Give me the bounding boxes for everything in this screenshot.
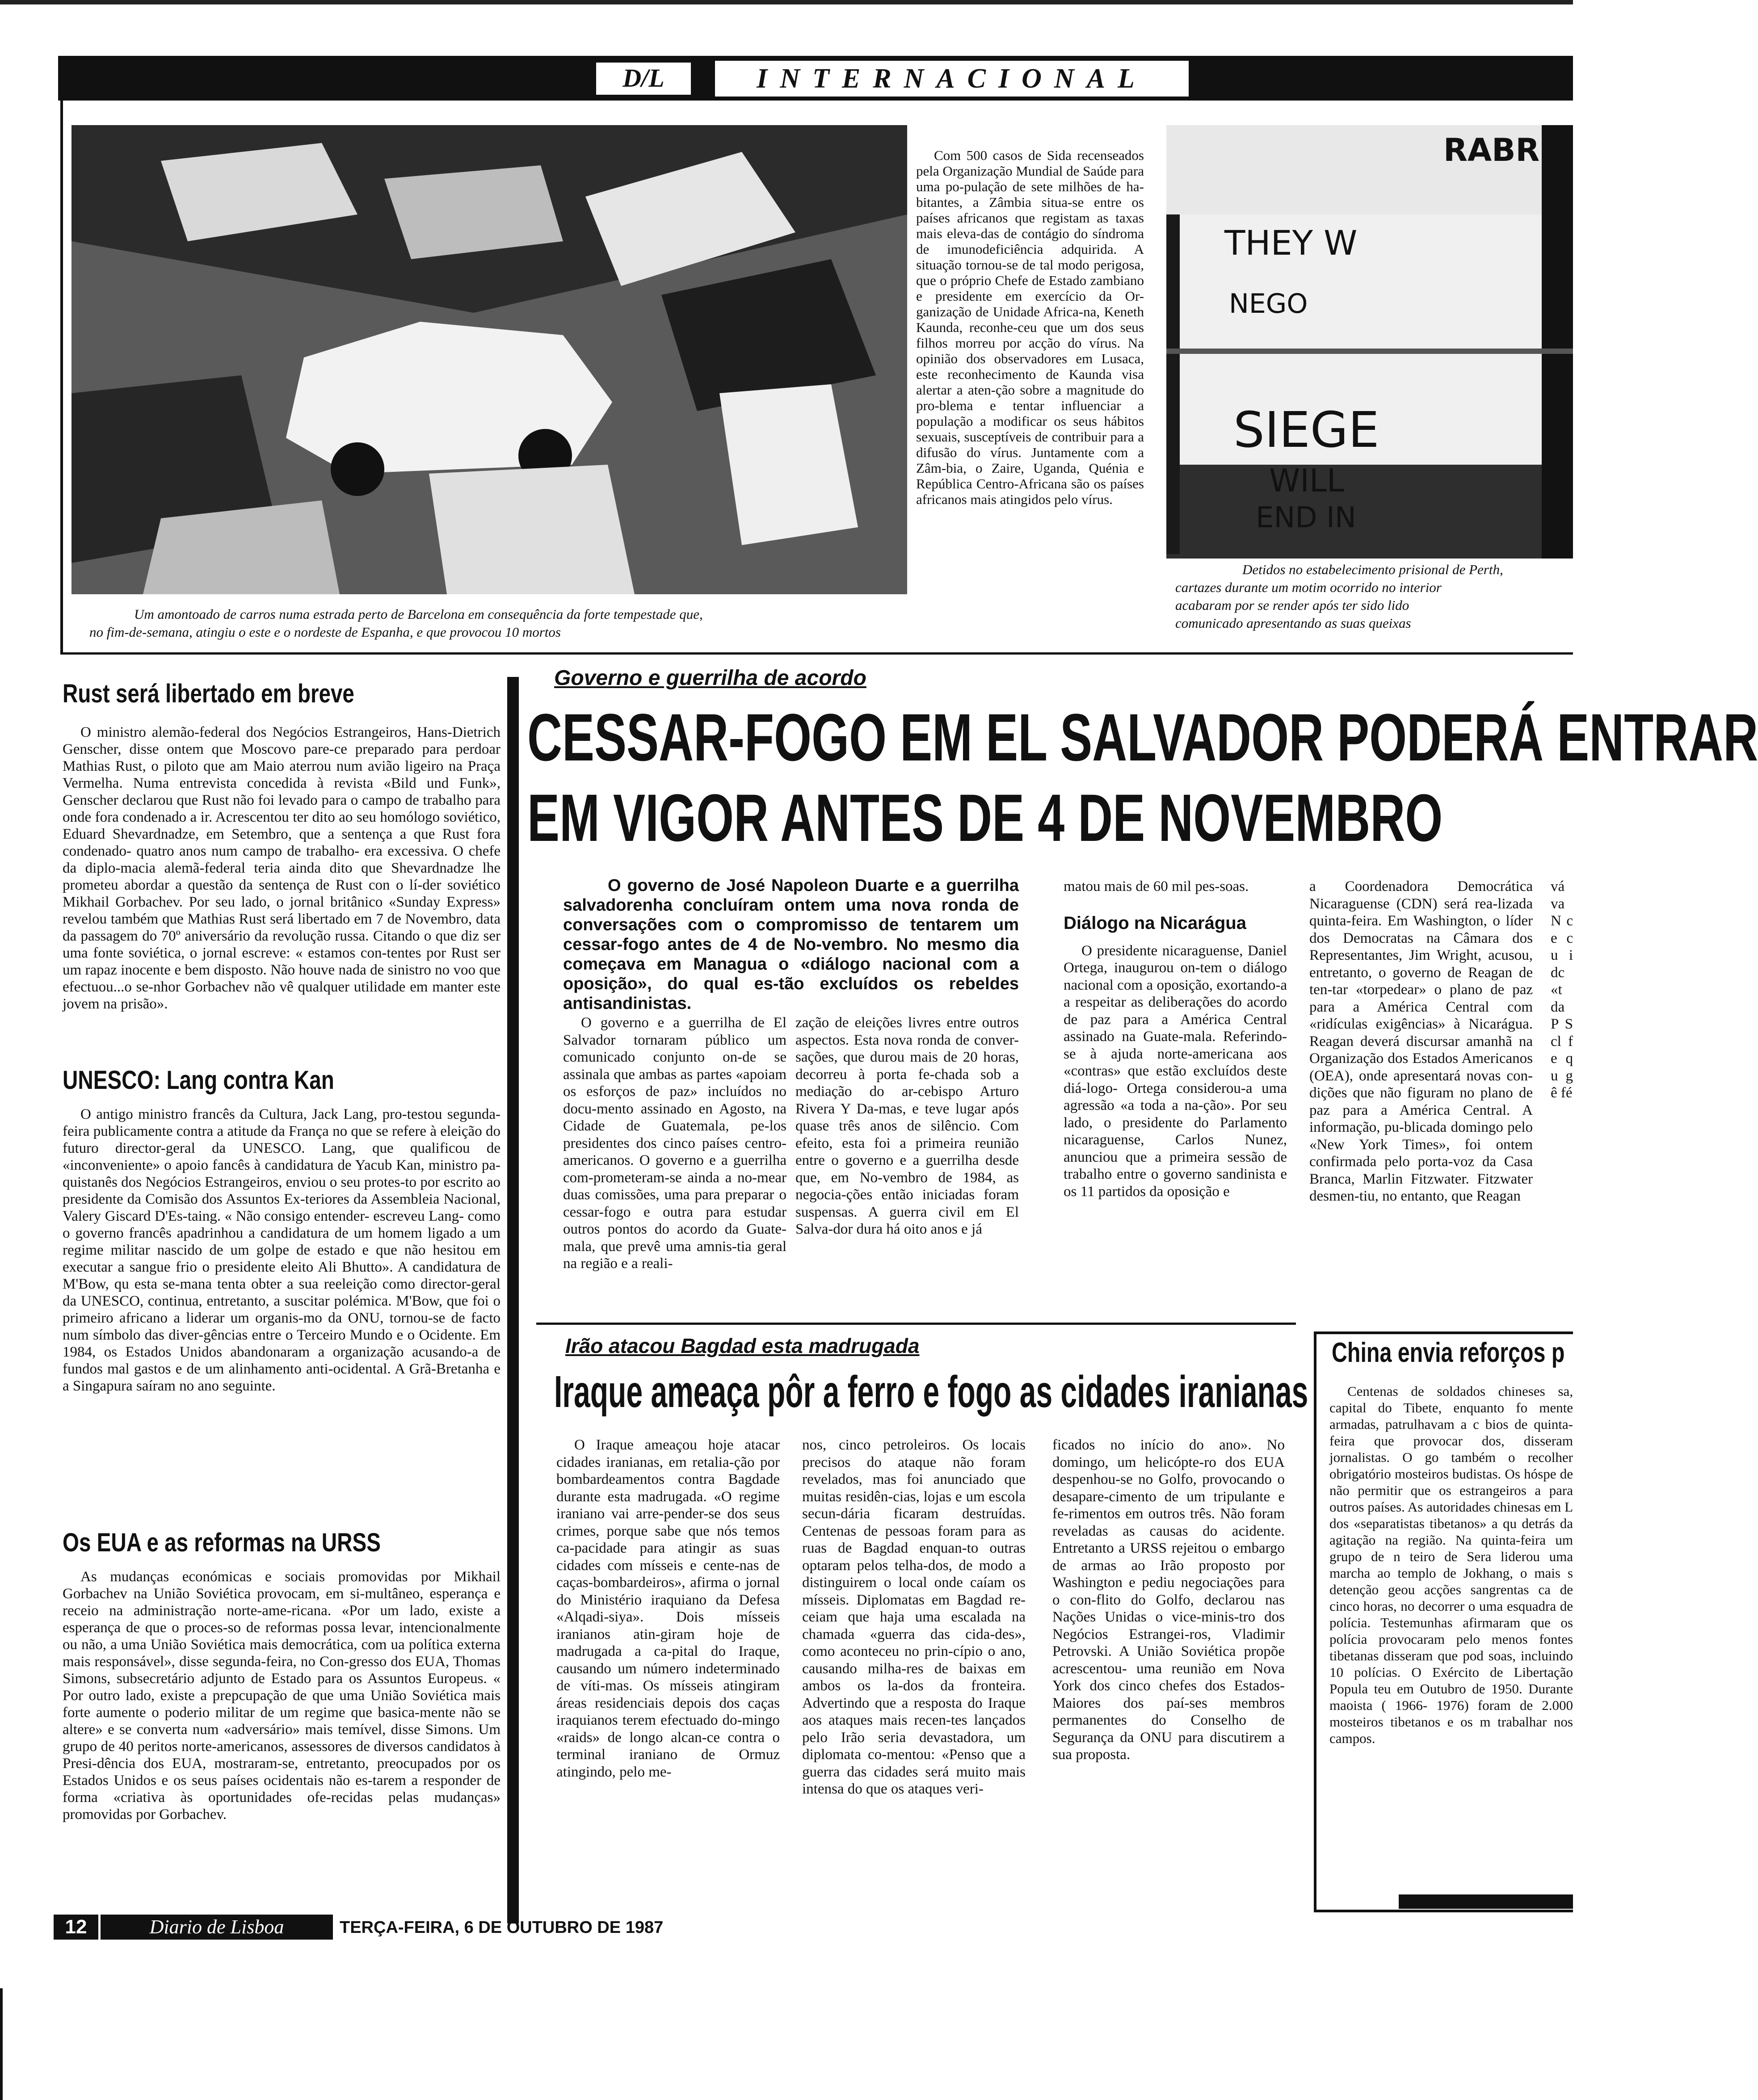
unesco-article <box>63 1106 500 1394</box>
china-bottom-bar <box>1399 1894 1573 1909</box>
eua-text: As mudanças económicas e sociais promovidas por Mikhail Gorbachev na União Soviética provocam, em si-multâneo, esperança e receio na administração norte-ame-ricana. «Por um lado, existe a esperança de que o proces-so de reformas possa levar, intencionalmente ou não, a uma União Soviética mais democrática, com ua política externa mais responsável», disse segunda-feira, no Con-gresso dos EUA, Thomas Simons, subsecretário adjunto de Estado para os Assuntos Europeus. « Por outro lado, existe a prepcupação de que uma União Soviética mais forte aumente o poderio militar de um regime que basica-mente não se altere» e se converta num «adversário» mais temível, disse Simons. Um grupo de 40 peritos norte-americanos, assessores de diversos candidatos à Presi-dência dos EUA, mostraram-se, entretanto, preocupados por os Estados Unidos e os seus países ocidentais não es-tarem a responder de forma «criativa às oportunidades ofe-recidas pelas mudanças» promovidas por Gorbachev. <box>63 1569 500 1823</box>
salvador-lede: O governo de José Napoleon Duarte e a guerrilha salvadorenha concluíram ontem uma nova ronda de conversações com o compromisso de tentarem um cessar-fogo antes de 4 de No-vembro. No mesmo dia começava em Managua o «diálogo nacional com a oposição», do qual es-tão excluídos os rebeldes antisandinistas. <box>563 876 1019 1013</box>
top-rule <box>0 0 1573 4</box>
salvador-col3b-text: O presidente nicaraguense, Daniel Ortega, inaugurou on-tem o diálogo nacional com a oposição, exortando-a a respeitar as deliberações do acordo de paz para a América Central assinado na Guate-mala. Referindo-se à ajuda norte-americana aos «contras» que estão excluídos deste diá-logo- Ortega considerou-a uma agressão «a toda a na-ção». Por seu lado, o presidente do Parlamento nicaraguense, Carlos Nunez, anunciou que a primeira sessão de trabalho entre o governo sandinista e os 11 partidos da oposição e <box>1064 942 1287 1200</box>
salvador-col4-text: a Coordenadora Democrática Nicaraguense (CDN) será rea-lizada quinta-feira. Em Washington, o líder dos Democratas na Câmara dos Representantes, Jim Wright, acusou, entretanto, o governo de Reagan de ten-tar «torpedear» o plano de paz para a América Central com «ridículas exigências» à Nicarágua. Reagan deverá discursar amanhã na Organização dos Estados Americanos (OEA), onde apresentará novas con-dições que não figuram no plano de paz para a América Central. A informação, pu-blicada domingo pelo «New York Times», foi ontem confirmada pelo porta-voz da Casa Branca, Marlin Fitzwater. Fitzwater desmen-tiu, no entanto, que Reagan <box>1309 878 1533 1204</box>
iraque-kicker: Irão atacou Bagdad esta madrugada <box>565 1334 920 1357</box>
unesco-text: O antigo ministro francês da Cultura, Jack Lang, pro-testou segunda-feira publicamente contra a atitude da França no que se refere à eleição do futuro director-geral da UNESCO. Lang, que qualificou de «inconveniente» o apoio fancês à candidatura de Yacub Kan, ministro pa-quistanês dos Negócios Estrangeiros, enviou o seu protes-to por escrito ao presidente da Comisão dos Assuntos Ex-teriores da Assembleia Nacional, Valery Giscard D'Es-taing. « Não consigo entender- escreveu Lang- como o governo francês apadrinhou a candidatura de um homem ligado a um regime militar nascido de um golpe de estado e que não hesitou em executar a sangue frio o presidente eleito Ali Bhutto». A candidatura de M'Bow, qu esta se-mana tenta obter a sua reeleição como director-geral da UNESCO, continua, entretanto, a suscitar polémica. M'Bow, que foi o primeiro africano a liderar um organis-mo da ONU, tornou-se de facto num símbolo das diver-gências entre o Terceiro Mundo e o Ocidente. Em 1984, os Estados Unidos abandonaram a organização acusando-a de fundos mal gastos e de um alinhamento anti-ocidental. A Grã-Bretanha e a Singapura saíram no ano seguinte. <box>63 1106 500 1394</box>
photo-left-caption-1: Um amontoado de carros numa estrada perto de Barcelona em consequência da forte tempestade que, <box>134 606 703 622</box>
section-title: INTERNACIONAL <box>715 61 1189 97</box>
frame-left <box>60 101 63 655</box>
iraque-col3-text: ficados no início do ano». No domingo, um helicópte-ro dos EUA despenhou-se no Golfo, provocando o desapare-cimento de um tripulante e fe-rimentos em outros três. Não foram reveladas as causas do acidente. Entretanto a URSS rejeitou o embargo de armas ao Irão proposto por Washington e pediu negociações para o con-flito do Golfo, declarou nas Nações Unidas o vice-minis-tro dos Negócios Estrangei-ros, Vladimir Petrovski. A União Soviética propõe acrescentou- uma reunião em Nova York dos cinco chefes dos Estados-Maiores dos paí-ses membros permanentes do Conselho de Segurança da ONU para discutirem a sua proposta. <box>1052 1437 1285 1763</box>
iraque-col-1 <box>556 1436 780 1781</box>
iraque-col1-text: O Iraque ameaçou hoje atacar cidades iranianas, em retalia-ção por bombardeamentos contra Bagdade durante esta madrugada. «O regime iraniano vai arre-pender-se dos seus crimes, porque sabe que nós temos ca-pacidade para atingir as suas cidades com mísseis e cente-nas de caças-bombardeiros», afirma o jornal do Ministério iraquiano da Defesa «Alqadi-siya». Dois mísseis iranianos atin-giram hoje de madrugada a ca-pital do Iraque, causando um número indeterminado de víti-mas. Os mísseis atingiram áreas residenciais depois dos caças iraquianos terem efectuado do-mingo «raids» de longo alcan-ce contra o terminal iraniano de Ormuz atingindo, pelo me- <box>556 1437 780 1780</box>
zambia-article <box>916 147 1144 507</box>
salvador-headline-1: CESSAR-FOGO EM EL SALVADOR PODERÁ ENTRAR <box>527 700 1758 775</box>
unesco-headline: UNESCO: Lang contra Kan <box>63 1066 334 1095</box>
photo-right-caption-4: comunicado apresentando as suas queixas <box>1175 615 1411 631</box>
iraque-separator <box>536 1323 1296 1325</box>
footer-date: TERÇA-FEIRA, 6 DE OUTUBRO DE 1987 <box>340 1918 664 1937</box>
photo-barcelona-cars <box>71 125 907 594</box>
footer-masthead: Diario de Lisboa <box>101 1915 333 1940</box>
salvador-col3a-text: matou mais de 60 mil pes-soas. <box>1064 878 1249 895</box>
salvador-col2-text: zação de eleições livres entre outros aspectos. Esta nova ronda de conver-sações, que durou mais de 20 horas, decorreu à porta fe-chada sob a mediação do ar-cebispo Arturo Rivera Y Da-mas, e teve lugar após quase três anos de silêncio. Com efeito, esta foi a primeira reunião entre o governo e a guerrilha desde que, em No-vembro de 1984, as negocia-ções então iniciadas foram suspensas. A guerra civil em El Salva-dor dura há oito anos e já <box>795 1015 1019 1237</box>
rust-headline: Rust será libertado em breve <box>63 679 354 708</box>
iraque-headline: Iraque ameaça pôr a ferro e fogo as cidades iranianas <box>554 1367 1308 1417</box>
column-rule <box>507 677 519 1924</box>
iraque-col-2 <box>802 1436 1026 1798</box>
sign-they: THEY W <box>1224 223 1358 263</box>
sign-will: WILL <box>1269 462 1344 499</box>
salvador-col-3 <box>1064 878 1287 1200</box>
salvador-col-1 <box>563 1014 786 1273</box>
salvador-kicker: Governo e guerrilha de acordo <box>554 666 866 690</box>
salvador-col-4 <box>1309 878 1533 1205</box>
nicaragua-subhead: Diálogo na Nicarágua <box>1064 913 1246 933</box>
photo-right-caption-2: cartazes durante um motim ocorrido no interior <box>1175 580 1442 595</box>
rust-article <box>63 724 500 1012</box>
cars-illustration <box>71 125 907 594</box>
salvador-col1-text: O governo e a guerrilha de El Salvador tornaram público um comunicado conjunto on-de se assinala que ambas as partes «apoiam os esforços de paz» incluídos no docu-mento assinado en Agosto, na Cidade de Guatemala, pe-los presidentes dos cinco países centro-americanos. O governo e a guerrilha com-prometeram-se ainda a no-mear duas comissões, uma para preparar o cessar-fogo e outra para estudar outros pontos do acordo da Guate-mala, que prevê uma amnis-tia geral na região e a reali- <box>563 1015 786 1272</box>
rust-text: O ministro alemão-federal dos Negócios Estrangeiros, Hans-Dietrich Genscher, disse ontem que Moscovo pare-ce preparado para perdoar Mathias Rust, o piloto que am Maio aterrou num avião ligeiro na Praça Vermelha. Numa entrevista concedida à revista «Bild und Funk», Genscher declarou que Rust não foi levado para o campo de trabalho para onde fora condenado a ir. Acrescentou ter dito ao seu homólogo soviético, Eduard Shevardnadze, em Setembro, que a sentença a que Rust fora condenado- quatro anos num campo de trabalho- era excessiva. O chefe da diplo-macia alemã-federal teria ainda dito que Shevardnadze lhe prometeu abordar a questão da sentença de Rust con o lí-der soviético Mikhail Gorbachev. Por seu lado, o jornal britânico «Sunday Express» revelou também que Mathias Rust será libertado em 7 de Novembro, data da passagem do 70º aniversário da revolução russa. Citando o que diz ser uma fonte soviética, o jornal escreve: « estamos con-tentes por Rust ser um rapaz inocente e bem disposto. Não houve nada de sinistro no voo que efectuou...o se-nhor Gorbachev não vê qualquer utilidade em manter este jovem na prisão». <box>63 724 500 1012</box>
eua-headline: Os EUA e as reformas na URSS <box>63 1528 381 1557</box>
photo-right-caption-3: acabaram por se render após ter sido lido <box>1175 597 1409 613</box>
eua-article <box>63 1568 500 1823</box>
zambia-text: Com 500 casos de Sida recenseados pela Organização Mundial de Saúde para uma po-pulação de sete milhões de ha-bitantes, a Zâmbia situa-se entre os países africanos que registam as taxas mais eleva-das de contágio do síndroma de imunodeficiência adquirida. A situação tornou-se de tal modo perigosa, que o próprio Chefe de Estado zambiano e presidente em exercício da Or-ganização de Unidade Africa-na, Keneth Kaunda, reconhe-ceu que um dos seus filhos morreu por acção do vírus. Na opinião dos observadores em Lusaca, este reconhecimento de Kaunda visa alertar a aten-ção sobre a magnitude do pro-blema e tentar influenciar a população a modificar os seus hábitos sexuais, susceptíveis de contribuir para a difusão do vírus. Juntamente com a Zâm-bia, o Zaire, Uganda, Quénia e República Centro-Africana são os países africanos mais atingidos pelo vírus. <box>916 147 1144 507</box>
china-text: Centenas de soldados chineses sa, capital do Tibete, enquanto fo mente armadas, patrulhavam a c bios de quinta-feira que provocar dos, disseram jornalistas. O go também o recolher obrigatório mosteiros budistas. Os hóspe de não permitir que os estrangeiros a para outros países. As autoridades chinesas em L dos «separatistas tibetanos» a qu detrás da agitação na região. Na quinta-feira um grupo de n teiro de Sera liderou uma marcha ao templo de Jokhang, o mais s detenção geou acções sangrentas ca de cinco horas, no decorrer o uma esquadra de polícia. Testemunhas afirmaram que os polícia provocaram pelo menos fontes tibetanas disseram que pod soas, incluindo 10 polícias. O Exército de Libertação Popula teu em Outubro de 1950. Durante maoista ( 1966- 1976) foram de 2.000 mosteiros tibetanos e os m trabalhar nos campos. <box>1329 1383 1573 1746</box>
prison-banners-illustration <box>1166 125 1573 559</box>
sign-end-in: END IN <box>1256 501 1356 534</box>
china-article <box>1329 1383 1573 1901</box>
iraque-col-3 <box>1052 1436 1285 1764</box>
photo-left-caption-2: no fim-de-semana, atingiu o este e o nordeste de Espanha, e que provocou 10 mortos <box>89 624 561 640</box>
photo-right-caption-1: Detidos no estabelecimento prisional de Perth, <box>1242 562 1503 577</box>
salvador-col-2 <box>795 1014 1019 1238</box>
salvador-headline-2: EM VIGOR ANTES DE 4 DE NOVEMBRO <box>527 780 1443 855</box>
salvador-col5-text: vá va N ce cu i dc «t da P S cl fe qu gê fé <box>1551 878 1573 1101</box>
photo-perth-prison <box>1166 125 1573 559</box>
sign-siege: SIEGE <box>1233 401 1379 458</box>
sign-rabr: RABR <box>1443 132 1540 168</box>
page-number: 12 <box>54 1915 98 1940</box>
newspaper-logo: D/L <box>594 61 693 97</box>
page-edge-mark <box>0 1988 3 2100</box>
salvador-col-5-clipped <box>1551 878 1573 1325</box>
china-headline: China envia reforços p <box>1332 1337 1565 1368</box>
top-separator <box>60 652 1573 655</box>
iraque-col2-text: nos, cinco petroleiros. Os locais precisos do ataque não foram revelados, mas foi anunciado que muitas residên-cias, lojas e um escola secun-dária ficaram destruídas. Centenas de pessoas foram para as ruas de Bagdad enquan-to outras optaram pelos telha-dos, de modo a distinguirem o local onde caíam os mísseis. Diplomatas em Bagdad re-ceiam que haja uma escalada na chamada «guerra das cida-des», como aconteceu no prin-cípio o ano, causando milha-res de baixas em ambos os la-dos da fronteira. Advertindo que a resposta do Iraque aos ataques mais recen-tes lançados pelo Irão seria devastadora, um diplomata co-mentou: «Penso que a guerra das cidades será muito mais intensa do que os ataques veri- <box>802 1437 1026 1797</box>
sign-nego: NEGO <box>1229 288 1308 319</box>
